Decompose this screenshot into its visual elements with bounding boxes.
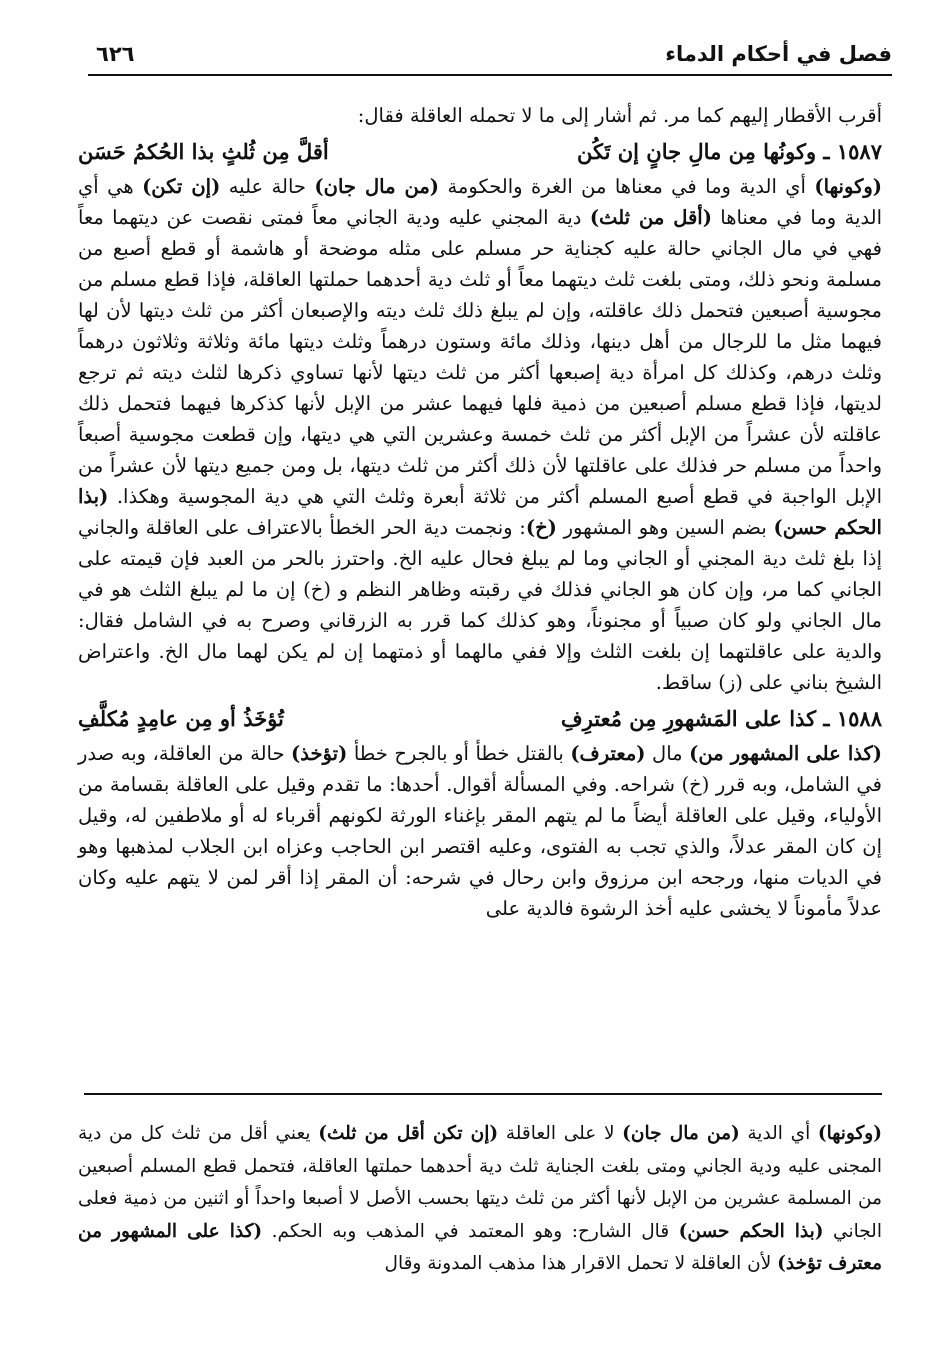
verse-number: ١٥٨٨ <box>836 706 882 731</box>
quoted-term: (من مال جان) <box>622 1123 740 1144</box>
footnote-segment: أي الدية <box>739 1123 818 1144</box>
quoted-term: (وكونها) <box>814 175 882 198</box>
verse-hemistich-2: أقلَّ مِن ثُلثٍ بذا الحُكمُ حَسَن <box>78 139 329 164</box>
quoted-term: (معترف) <box>570 742 646 765</box>
intro-line: أقرب الأقطار إليهم كما مر. ثم أشار إلى ما لا تحمله العاقلة فقال: <box>357 104 882 127</box>
running-header <box>88 38 892 76</box>
commentary-text: دية المجني عليه ودية الجاني معاً فمتى نقصت عن ديتهما معاً فهي في مال الجاني حالة عليه كجناية حر مسلم على مثله موضحة أو هاشمة أو قطع أصبع من مسلمة ونحو ذلك، ومتى بلغت ثلث ديتهما معاً أو ثلث دية أحدهما حملتها العاقلة، فإذا قطع مسلم من مجوسية أصبعين فتحمل ذلك عاقلته، وإن لم يبلغ ذلك ثلث ديته والإصبعان أكثر من ثلث ديتها لأن لها فيهما مثل ما للرجال من أهل دينها، وذلك مائة وستون درهماً وثلث ديتها مائة وثلاثة وثلاثون درهماً وثلث درهم، وكذلك كل امرأة دية إصبعها أكثر من ثلث ديتها لأنها تساوي ذكرها لثلث ديته ثم ترجع لديتها، فإذا قطع مسلم أصبعين من ذمية فلها فيهما عشر من الإبل لأنها كذكرها فيهما فتحمل ذلك عاقلته لأن عشراً من الإبل أكثر من ثلث خمسة وعشرين التي هي ديتها، وإن قطعت مجوسية أصبعاً واحداً من مسلم حر فذلك على عاقلتها لأن ذلك أكثر من ثلث ديتها، بل ومن جميع ديتها لأن عشراً من الإبل الواجبة في قطع أصبع المسلم أكثر من ثلاثة أبعرة وثلث التي هي دية المجوسية وهكذا. <box>78 206 882 508</box>
quoted-term: (خ) <box>525 516 557 539</box>
page-number: ٦٢٦ <box>96 42 135 66</box>
commentary-1588 <box>78 738 882 924</box>
footnote-segment: لا على العاقلة <box>498 1123 623 1144</box>
footnote-segment: يعني أقل من ثلث كل من دية المجنى عليه ودية الجاني ومتى بلغت الجناية ثلث دية أحدهما حملتها العاقلة، فتحمل قطع المسلم أصبعين من المسلمة عشرين من الإبل لأنها أكثر من ثلث ديتها بحسب الأصل لا أصبعا واحداً أو اثنين من ذمية فعلى الجاني <box>78 1123 882 1242</box>
commentary-text: مال <box>645 742 690 765</box>
running-title: فصل في أحكام الدماء <box>665 42 892 66</box>
verse-hemistich-2: تُؤخَذُ أو مِن عامِدٍ مُكلَّفِ <box>78 706 284 731</box>
footnote-text <box>78 1118 882 1281</box>
quoted-term: (أقل من ثلث) <box>589 206 712 229</box>
verse-hemistich-1: وكونُها مِن مالِ جانٍ إن تَكُن <box>577 139 817 164</box>
commentary-text: بضم السين وهو المشهور <box>556 516 774 539</box>
verse-1588 <box>78 702 882 736</box>
quoted-term: (كذا على المشهور من معترف تؤخذ) <box>78 1220 882 1274</box>
commentary-text: أي الدية وما في معناها من الغرة والحكومة <box>439 175 815 198</box>
quoted-term: (إن تكن) <box>142 175 221 198</box>
commentary-text: بالقتل خطأ أو بالجرح خطأ <box>347 742 571 765</box>
footnote-segment: لأن العاقلة لا تحمل الاقرار هذا مذهب المدونة وقال <box>384 1253 778 1274</box>
footnote-separator <box>84 1093 882 1095</box>
quoted-term: (بذا الحكم حسن) <box>78 485 882 539</box>
footnote-segment: قال الشارح: وهو المعتمد في المذهب وبه الحكم. <box>262 1220 679 1242</box>
commentary-text: : ونجمت دية الحر الخطأ بالاعتراف على العاقلة والجاني إذا بلغ ثلث دية المجني أو الجاني وما لم يبلغ فحال عليه الخ. واحترز بالحر من العبد فإن قيمته على الجاني كما مر، وإن كان هو الجاني فذلك في رقبته وظاهر النظم و (خ) إن ما لم يبلغ الثلث هو في مال الجاني ولو كان صبياً أو مجنوناً، وهو كذلك كما قرر به الزرقاني وصرح به في الشامل فقال: والدية على عاقلتهما إن بلغت الثلث وإلا ففي مالهما أو ذمتهما إن لم يكن لهما مال الخ. واعتراض الشيخ بناني على (ز) ساقط. <box>78 516 882 694</box>
quoted-term: (تؤخذ) <box>291 742 348 765</box>
verse-1587-first-half: ١٥٨٧ ـ وكونُها مِن مالِ جانٍ إن تَكُن <box>577 139 882 164</box>
main-text <box>78 100 882 924</box>
commentary-text: حالة عليه <box>220 175 315 198</box>
quoted-term: (بذا الحكم حسن) <box>678 1220 824 1242</box>
footnote <box>78 1118 882 1281</box>
quoted-term: (كذا على المشهور من) <box>689 742 882 765</box>
verse-number: ١٥٨٧ <box>836 139 882 164</box>
commentary-text: حالة من العاقلة، وبه صدر في الشامل، وبه قرر (خ) شراحه. وفي المسألة أقوال. أحدها: ما تقدم وقيل على العاقلة بقسامة من الأولياء، وقيل على العاقلة أيضاً ما لم يتهم المقر بإغناء الورثة لكونهم أقرباء له أو ملاطفين له، وقيل إن كان المقر عدلاً، والذي تجب به الفتوى، وعليه اقتصر ابن الحاجب وعزاه ابن الجلاب لمذهبها وهو في الديات منها، ورجحه ابن مرزوق وابن رحال في شرحه: أن المقر إذا أقر لمن لا يتهم عليه وكان عدلاً مأموناً لا يخشى عليه أخذ الرشوة فالدية على <box>78 742 882 920</box>
commentary-1587 <box>78 171 882 698</box>
quoted-term: (وكونها) <box>817 1123 882 1144</box>
verse-hemistich-1: كذا على المَشهورِ مِن مُعترِفِ <box>560 706 817 731</box>
quoted-term: (من مال جان) <box>314 175 440 198</box>
verse-1587 <box>78 135 882 169</box>
commentary-text: هي أي الدية وما في معناها <box>78 175 882 229</box>
quoted-term: (إن تكن أقل من ثلث) <box>318 1123 499 1144</box>
verse-1588-first-half: ١٥٨٨ ـ كذا على المَشهورِ مِن مُعترِفِ <box>560 706 882 731</box>
